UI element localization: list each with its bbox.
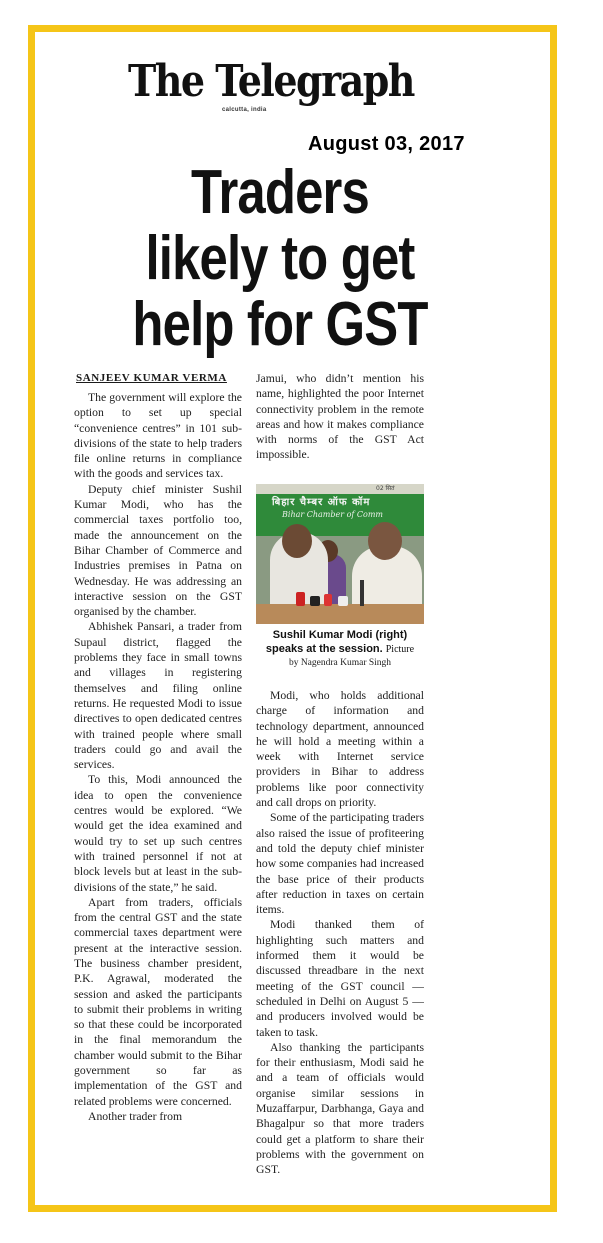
- headline-line-2: likely to get: [145, 224, 415, 293]
- photo-head-left: [282, 524, 312, 558]
- headline-line-1: Traders: [191, 158, 369, 227]
- paragraph: To this, Modi announced the idea to open the convenience centres would be explored. “We would get the idea examined and would try to set up such centres with trained personnel if not at block levels but at least in the sub-divisions of the state,” he said.: [74, 773, 242, 894]
- article-column-2-bottom: [256, 688, 424, 1188]
- microphone-stand-icon: [360, 580, 364, 606]
- photo-topbar: [256, 484, 424, 494]
- byline: SANJEEV KUMAR VERMA: [76, 372, 227, 384]
- paragraph: Another trader from: [88, 1109, 183, 1123]
- headline: [100, 160, 461, 358]
- photo-credit: by Nagendra Kumar Singh: [288, 658, 392, 668]
- caption-credit-prefix: Picture: [385, 644, 415, 655]
- microphone-icon: [324, 594, 332, 606]
- masthead-title: The Telegraph: [128, 54, 414, 107]
- paragraph: The government will explore the option to set up special “convenience centres” in 101 sub-divisions of the state to help traders file online returns in compliance with the goods and services tax.: [74, 391, 242, 481]
- paragraph: Apart from traders, officials from the central GST and the state commercial taxes department were present at the interactive session. The business chamber president, P.K. Agrawal, moderated the session and asked the participants to submit their problems in writing so that these could be incorporated in the final memorandum the chamber would submit to the Bihar government so far as implementation of the GST and related problems were concerned.: [74, 895, 242, 1108]
- microphone-icon: [338, 596, 348, 606]
- photo-caption: [256, 628, 424, 657]
- photo-banner-text-english: Bihar Chamber of Comm: [282, 510, 384, 519]
- photo-banner-text: बिहार चैम्बर ऑफ कॉम: [272, 497, 371, 508]
- paragraph: Deputy chief minister Sushil Kumar Modi, who has the commercial taxes portfolio too, made the announcement on the Bihar Chamber of Commerce and Industries premises in Patna on Wednesday. He was addressing an interactive session on the GST organised by the chamber.: [74, 482, 242, 619]
- headline-line-3: help for GST: [132, 290, 428, 359]
- paragraph: Also thanking the participants for their enthusiasm, Modi said he and a team of officials would organise similar sessions in Muzaffarpur, Darbhanga, Gaya and Bhagalpur so that more traders could get a platform to share their problems with the government on GST.: [256, 1040, 424, 1177]
- publication-date: August 03, 2017: [308, 133, 465, 155]
- caption-text: Sushil Kumar Modi (right) speaks at the session.: [265, 629, 408, 655]
- paragraph: Abhishek Pansari, a trader from Supaul district, flagged the problems they face in small towns and villages in registering themselves and filing online returns. He requested Modi to issue directives to open dedicated centres with trained people where small traders could go and avail the services.: [74, 620, 242, 772]
- article-photo: [256, 484, 424, 624]
- photo-table: [256, 604, 424, 624]
- article-column-1: [74, 390, 242, 1190]
- masthead-subtitle: calcutta, india: [222, 107, 267, 113]
- photo-head-right: [368, 522, 402, 560]
- paragraph: Modi thanked them of highlighting such matters and informed them it would be discussed threadbare in the next meeting of the GST council — scheduled in Delhi on August 5 — and producers involved would be taken to task.: [256, 918, 424, 1039]
- paragraph: Modi, who holds additional charge of information and technology department, announced he will hold a meeting within a week with Internet service providers in Bihar to address problems like poor connectivity and call drops on priority.: [256, 689, 424, 810]
- photo-topbar-text: 02 सितं: [376, 485, 395, 492]
- microphone-icon: [310, 596, 320, 606]
- paragraph: Some of the participating traders also raised the issue of profiteering and told the deputy chief minister how some companies had increased the base price of their products after reduction in taxes on certain items.: [256, 811, 424, 917]
- paragraph: Jamui, who didn’t mention his name, highlighted the poor Internet connectivity problem in the remote areas and how it makes compliance with norms of the GST Act impossible.: [256, 372, 424, 462]
- article-column-2-top: [256, 371, 424, 481]
- microphone-icon: [296, 592, 305, 606]
